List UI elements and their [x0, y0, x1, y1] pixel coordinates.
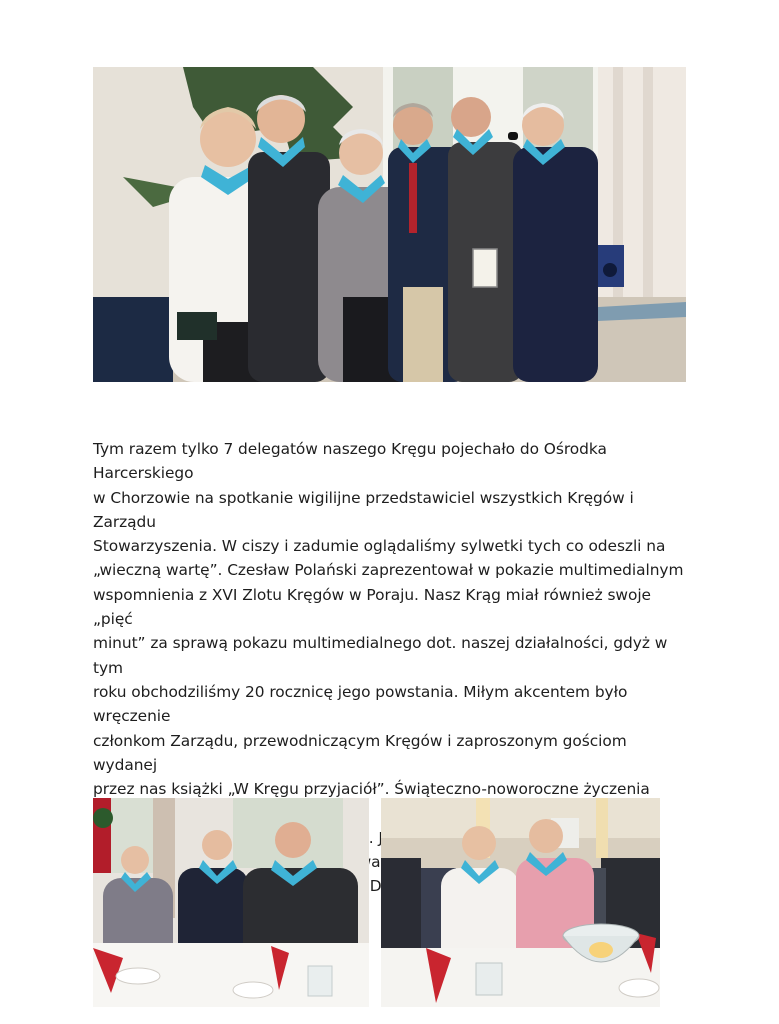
paragraph-line: członkom Zarządu, przewodniczącym Kręgów i zaproszonym gościom wydanej [93, 731, 627, 774]
table-photo-left [93, 798, 369, 1007]
paragraph-line: w Chorzowie na spotkanie wigilijne przedstawiciel wszystkich Kręgów i Zarządu [93, 488, 634, 531]
group-photo-top [93, 67, 686, 382]
paragraph-line: minut” za sprawą pokazu multimedialnego dot. naszej działalności, gdyż w tym [93, 634, 668, 677]
paragraph-line: przez nas książki „W Kręgu przyjaciół”. Świąteczno-noworoczne życzenia [93, 780, 650, 799]
table-photo-right [381, 798, 660, 1007]
paragraph-line: wspomnienia z XVI Zlotu Kręgów w Poraju. Nasz Krąg miał również swoje „pięć [93, 585, 651, 629]
paragraph-line: roku obchodziliśmy 20 rocznicę jego powstania. Miłym akcentem było wręczenie [93, 682, 628, 726]
paragraph-line: Stowarzyszenia. W ciszy i zadumie oglądaliśmy sylwetki tych co odeszli na [93, 537, 666, 556]
paragraph-line: Tym razem tylko 7 delegatów naszego Kręgu pojechało do Ośrodka Harcerskiego [93, 440, 607, 483]
paragraph-line: „wieczną wartę”. Czesław Polański zaprezentował w pokazie multimedialnym [93, 561, 684, 580]
